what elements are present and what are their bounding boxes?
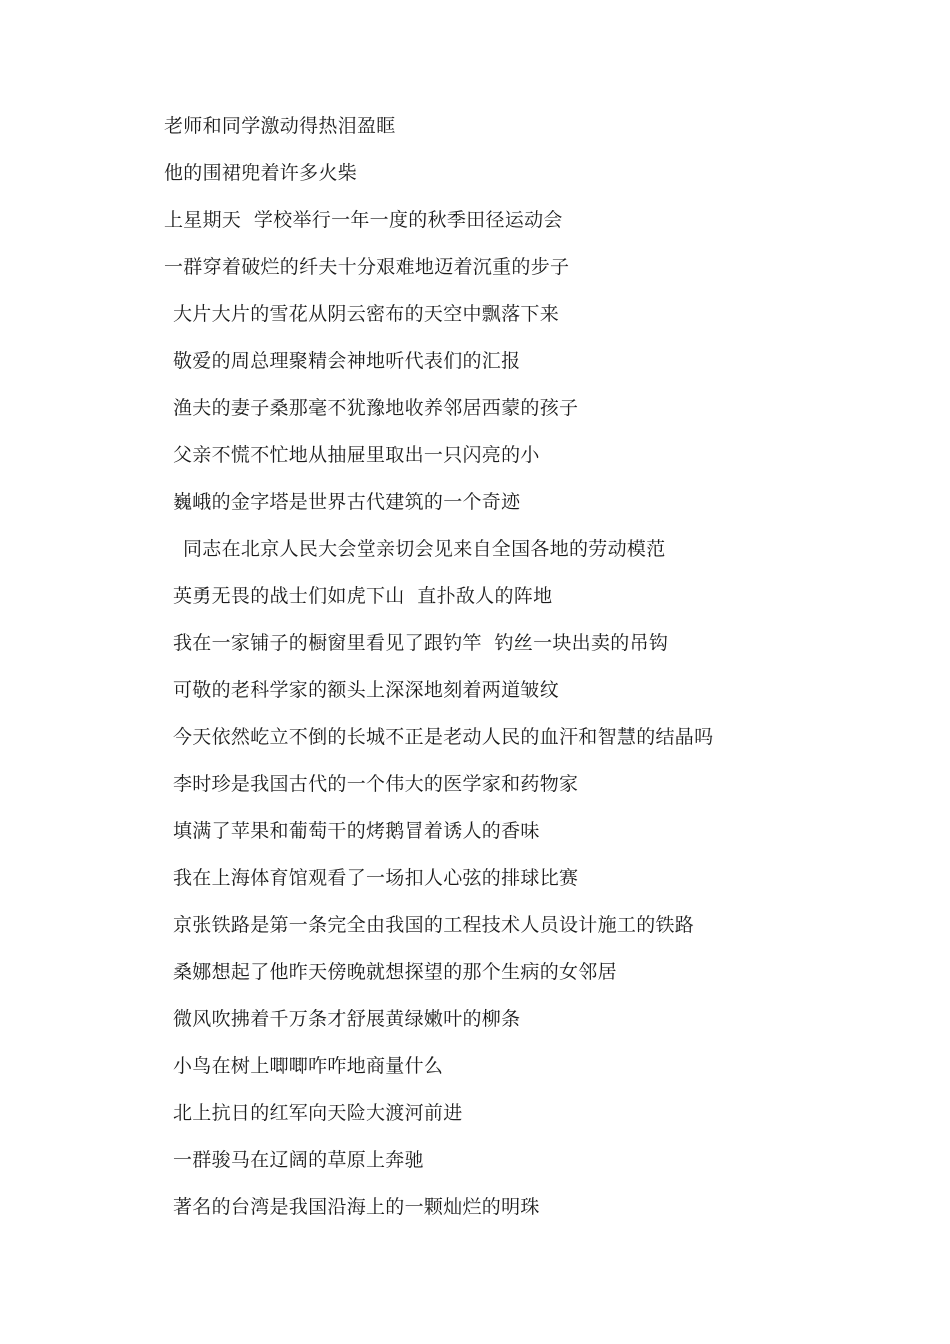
sentence-line: 可敬的老科学家的额头上深深地刻着两道皱纹 xyxy=(173,679,560,701)
sentence-line: 桑娜想起了他昨天傍晚就想探望的那个生病的女邻居 xyxy=(173,961,617,983)
sentence-line: 李时珍是我国古代的一个伟大的医学家和药物家 xyxy=(173,773,579,795)
sentence-line: 京张铁路是第一条完全由我国的工程技术人员设计施工的铁路 xyxy=(173,914,695,936)
sentence-line: 英勇无畏的战士们如虎下山 直扑敌人的阵地 xyxy=(173,585,553,607)
sentence-line: 北上抗日的红军向天险大渡河前进 xyxy=(173,1102,463,1124)
sentence-line: 同志在北京人民大会堂亲切会见来自全国各地的劳动模范 xyxy=(183,538,666,560)
sentence-line: 大片大片的雪花从阴云密布的天空中飘落下来 xyxy=(173,303,560,325)
sentence-line: 上星期天 学校举行一年一度的秋季田径运动会 xyxy=(164,209,563,231)
sentence-line: 我在一家铺子的橱窗里看见了跟钓竿 钓丝一块出卖的吊钩 xyxy=(173,632,669,654)
sentence-line: 小鸟在树上唧唧咋咋地商量什么 xyxy=(173,1055,444,1077)
sentence-line: 微风吹拂着千万条才舒展黄绿嫩叶的柳条 xyxy=(173,1008,521,1030)
sentence-line: 今天依然屹立不倒的长城不正是老动人民的血汗和智慧的结晶吗 xyxy=(173,726,714,748)
sentence-line: 填满了苹果和葡萄干的烤鹅冒着诱人的香味 xyxy=(173,820,540,842)
sentence-line: 一群骏马在辽阔的草原上奔驰 xyxy=(173,1149,424,1171)
sentence-line: 父亲不慌不忙地从抽屉里取出一只闪亮的小 xyxy=(173,444,540,466)
sentence-line: 敬爱的周总理聚精会神地听代表们的汇报 xyxy=(173,350,521,372)
sentence-line: 我在上海体育馆观看了一场扣人心弦的排球比赛 xyxy=(173,867,579,889)
sentence-line: 一群穿着破烂的纤夫十分艰难地迈着沉重的步子 xyxy=(164,256,570,278)
sentence-line: 他的围裙兜着许多火柴 xyxy=(164,162,358,184)
sentence-line: 渔夫的妻子桑那毫不犹豫地收养邻居西蒙的孩子 xyxy=(173,397,579,419)
sentence-line: 老师和同学激动得热泪盈眶 xyxy=(164,115,396,137)
sentence-line: 著名的台湾是我国沿海上的一颗灿烂的明珠 xyxy=(173,1196,540,1218)
sentence-line: 巍峨的金字塔是世界古代建筑的一个奇迹 xyxy=(173,491,521,513)
